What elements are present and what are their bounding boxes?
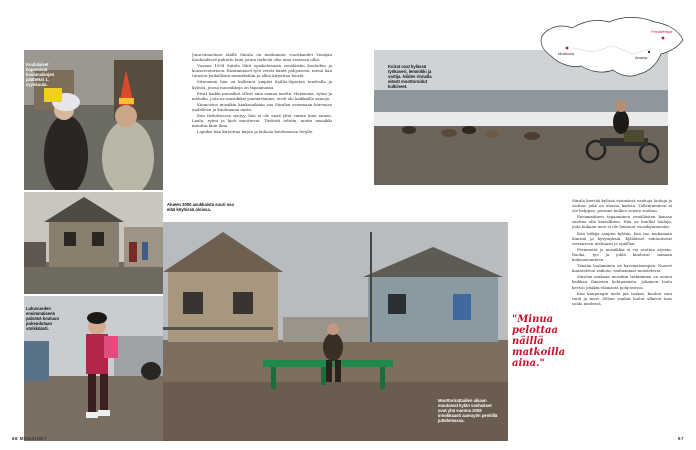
page-folio-left: 68 MENAISET <box>12 436 48 441</box>
map-label-moscow: Moskova <box>558 51 575 56</box>
left-paragraph: Kun tiedotteessa syntyy, hän ei ole enää yhtä varma kuin ennen. Laulu, rytmi ja kieli muuttuvat. Tiedettä tehtiin, mutta musiikki muuttui kuin ilma. <box>192 113 332 129</box>
right-paragraph: Tänään laulaminen on harvinaisempaa. Nuoret kuuntelevat radiota, vanhemmat muistelevat. <box>572 263 672 274</box>
right-paragraph: Siiralan mukaan musiikin tutkiminen on ennen kaikkea ihmisten kohtaamista. Jokainen laulu kertoo jotakin elämästä pohjoisessa. <box>572 274 672 290</box>
caption-girl: Lukuvuoden ensimmäisenä päivänä kouluun pukeudutaan värikkäästi. <box>26 306 60 331</box>
right-text-column <box>572 198 672 428</box>
map-label-provideniya: Provideniya <box>651 29 672 34</box>
page-folio-right: 67 <box>678 436 685 441</box>
right-paragraph: Siirala kiertää kylissä etsimässä vanhoja lauluja ja soittoa, joka on uhassa kadota. Tallentaminen ei ole helppoa: perinne kulkee suusta suuhun. <box>572 198 672 214</box>
caption-children-sweets: Koululaiset haparoivat koulunaikojen päätteksi 1. syyskuuta. <box>26 62 55 87</box>
right-paragraph: Kun kaupungin melu jää taakse, kuuluu vain tuuli ja meri. Silloin vanhat laulut alkavat taas soida mielessä. <box>572 290 672 306</box>
right-paragraph: Ensimmäinen tapaaminen venäläisten kanssa saattaa olla kiusallinen. Hän on kuullut lauluja, joita kukaan muu ei ole laulanut vuosikymmeniin. <box>572 214 672 230</box>
photo-houses <box>24 192 163 294</box>
left-paragraph: Vuonna 1994 Siirala lähti opiskelemaan venäläisiin kouluihin ja konservatorioon. Ensimmäiset työt veivät hänet pohjoiseen, missä hän tutustui paikallisiin muusikoihin ja alkoi kirjoittaa heistä. <box>192 63 332 79</box>
map-label-anadyr: Anadyr <box>635 55 648 60</box>
pull-quote: "Minua pelottaa näillä matkoilla aina." <box>512 314 566 369</box>
map-russia <box>537 8 687 93</box>
caption-houses: Alueen 3000 asukkaista suuri osa elää köyhissä oloissa. <box>167 202 234 212</box>
left-text-column <box>192 52 332 192</box>
right-paragraph: Kun tutkija saapuu kylään, hän tuo mukanaan ihmisiä ja kysymyksiä. Kyläläiset suhtautuvat vieraaseen uteliaasti ja epäillen. <box>572 230 672 246</box>
left-paragraph: Sittemmin hän on kulkenut ympäri Koillis-Siperiaa tundralla ja kylissä, joissa muusikkoja on tapaamassa. <box>192 79 332 90</box>
left-paragraph: Lopuksi hän kirjoittaa kirjan ja kokoaa kuulemansa levylle. <box>197 129 314 135</box>
caption-dogs: Koirat ovat kylässä työkaveri, lemmikki ja vartija. Niiden rinnalla elävät moottoroidut kulkineet. <box>388 64 432 89</box>
left-paragraph: Kiinnostus musiikin kaukotaikaan saa Siiralan avaamaan korvansa uudelleen ja kuulemaan uutta. <box>192 101 332 112</box>
right-paragraph: Perinnettä ja musiikkia ei voi erottaa arjesta. Ruoka, työ ja juhla kuuluvat samaan kokonaisuuteen. <box>572 246 672 263</box>
caption-bench: Moottorirattaiden aikaan muutamat kylän vanhukset ovat yhä vuonna 2008 innokkaasti aamuyön penkillä juttelemassa. <box>438 398 498 423</box>
left-paragraph: Juna-tunnelmat täällä Siirala on matkannut vuosikaudet Venäjän Kaukoidässä puhuttu kuin jotain tärkeää olisi aina vastassa ollut. <box>192 52 332 63</box>
left-paragraph: Eivät kaikki muusikot olleet aina samaa mieltä. Harmonia, rytmi ja melodia, joita ne musiikiksi ymmärtämme, eivät ole kaikkialla samoja. <box>192 90 332 101</box>
